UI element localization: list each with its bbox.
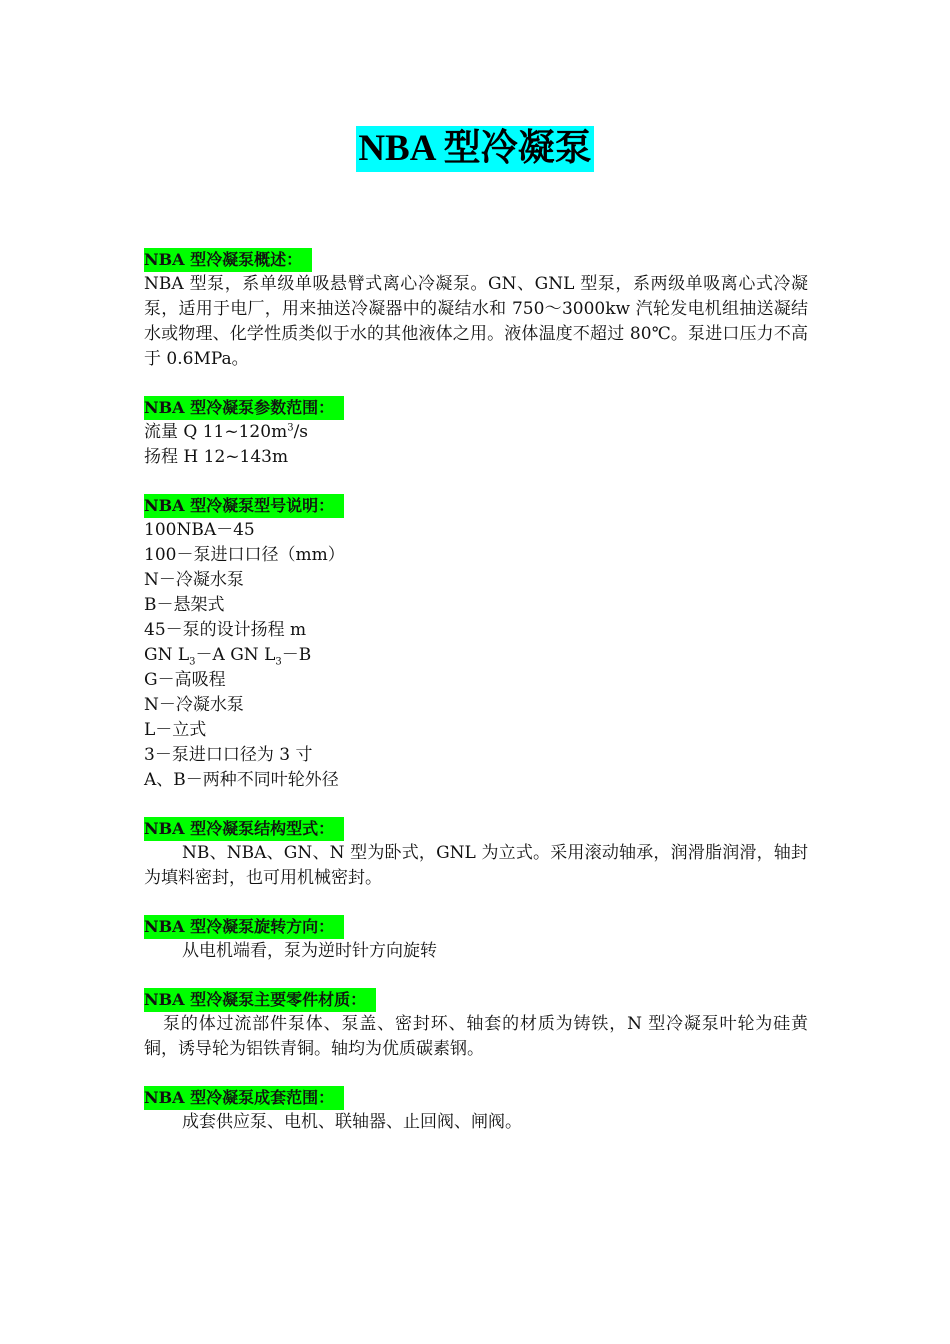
section-heading-overview: NBA 型冷凝泵概述： bbox=[144, 248, 312, 272]
gn-model-line bbox=[144, 643, 808, 668]
overview-text: NBA 型泵，系单级单吸悬臂式离心冷凝泵。GN、GNL 型泵，系两级单吸离心式冷凝泵，适用于电厂，用来抽送冷凝器中的凝结水和 750～3000kw 汽轮发电机组抽送凝结水或物理、化学性质类似于水的其他液体之用。液体温度不超过 80℃。泵进口压力不高于 0.6MPa。 bbox=[144, 274, 808, 369]
section-heading-rotation: NBA 型冷凝泵旋转方向： bbox=[144, 915, 344, 939]
section-heading-model: NBA 型冷凝泵型号说明： bbox=[144, 494, 344, 518]
model-line: G－高吸程 bbox=[144, 670, 226, 690]
head-line: 扬程 H 12~143m bbox=[144, 447, 289, 467]
flow-superscript: 3 bbox=[287, 422, 294, 434]
section-heading-structure: NBA 型冷凝泵结构型式： bbox=[144, 817, 344, 841]
model-line: 100NBA－45 bbox=[144, 520, 255, 540]
page-title: NBA 型冷凝泵 bbox=[356, 126, 593, 172]
model-line: A、B－两种不同叶轮外径 bbox=[144, 770, 339, 790]
flow-line bbox=[144, 420, 808, 445]
section-overview bbox=[144, 248, 808, 372]
section-structure bbox=[144, 817, 808, 891]
flow-unit: /s bbox=[293, 422, 309, 442]
gn-text-1: GN L bbox=[144, 645, 190, 665]
section-params bbox=[144, 396, 808, 470]
gn-subscript-1: 3 bbox=[189, 656, 196, 668]
section-rotation bbox=[144, 915, 808, 964]
model-line: 100－泵进口口径（mm） bbox=[144, 545, 345, 565]
supply-text: 成套供应泵、电机、联轴器、止回阀、闸阀。 bbox=[182, 1112, 522, 1132]
flow-text: 流量 Q 11~120m bbox=[144, 422, 288, 442]
materials-text: 泵的体过流部件泵体、泵盖、密封环、轴套的材质为铸铁，N 型冷凝泵叶轮为硅黄铜，诱导轮为铝铁青铜。轴均为优质碳素钢。 bbox=[144, 1014, 808, 1059]
gn-subscript-2: 3 bbox=[275, 656, 282, 668]
gn-text-2: －A GN L bbox=[195, 645, 276, 665]
model-line: N－冷凝水泵 bbox=[144, 695, 244, 715]
model-line: 45－泵的设计扬程 m bbox=[144, 620, 307, 640]
model-line: N－冷凝水泵 bbox=[144, 570, 244, 590]
model-line: B－悬架式 bbox=[144, 595, 225, 615]
model-line: L－立式 bbox=[144, 720, 207, 740]
section-heading-params: NBA 型冷凝泵参数范围： bbox=[144, 396, 344, 420]
document-body bbox=[144, 248, 808, 1159]
section-materials bbox=[144, 988, 808, 1062]
section-heading-supply: NBA 型冷凝泵成套范围： bbox=[144, 1086, 344, 1110]
title-block bbox=[0, 126, 950, 172]
section-supply bbox=[144, 1086, 808, 1135]
structure-text: NB、NBA、GN、N 型为卧式，GNL 为立式。采用滚动轴承，润滑脂润滑，轴封为填料密封，也可用机械密封。 bbox=[144, 843, 808, 888]
gn-text-3: －B bbox=[281, 645, 312, 665]
rotation-text: 从电机端看，泵为逆时针方向旋转 bbox=[182, 941, 437, 961]
model-line: 3－泵进口口径为 3 寸 bbox=[144, 745, 313, 765]
section-model bbox=[144, 494, 808, 793]
section-heading-materials: NBA 型冷凝泵主要零件材质： bbox=[144, 988, 376, 1012]
